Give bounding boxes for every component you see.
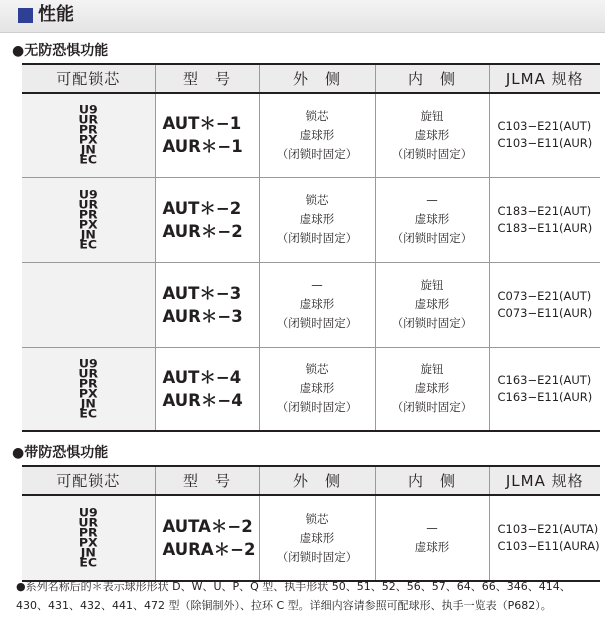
model-number: AUR＊−4 [162,390,243,410]
outer-side-line: — [311,278,323,292]
inner-side-line: 旋钮 [420,362,444,377]
table-header-row [22,64,600,93]
outer-side-line: （闭锁时固定） [276,400,358,415]
outer-side-line: 锁芯 [305,511,329,526]
inner-side-line: （闭锁时固定） [391,400,473,415]
lock-code: PR [78,525,98,540]
inner-side-line: 旋钮 [420,108,444,123]
compatible-lock-cell [22,93,155,177]
inner-side-line: 虚球形 [414,381,450,396]
inner-side-cell [375,347,489,431]
lock-code: PR [78,123,98,137]
header-square-icon [18,8,33,23]
outer-side-line: （闭锁时固定） [276,549,358,564]
inner-side-cell [375,495,489,581]
table-row [22,347,600,431]
jlma-spec-cell [489,177,600,262]
lock-code: JN [80,545,96,560]
jlma-spec-cell [489,347,600,431]
inner-side-line: 虚球形 [414,212,450,226]
lock-code: JN [80,396,96,411]
header-jlma-spec: JLMA 规格 [489,466,600,495]
outer-side-line: （闭锁时固定） [276,146,358,161]
jlma-spec-code: C183−E21(AUT) [497,203,592,218]
header-compatible-lock: 可配锁芯 [22,64,155,93]
spec-table-panic [22,465,600,582]
model-cell [155,93,259,177]
header-outer-side: 外 侧 [259,466,375,495]
outer-side-cell [259,93,375,177]
lock-code: JN [80,227,96,241]
lock-code: EC [79,237,98,251]
table-row [22,177,600,262]
header-compatible-lock: 可配锁芯 [22,466,155,495]
model-cell [155,262,259,347]
model-cell [155,177,259,262]
jlma-spec-cell [489,262,600,347]
table-row [22,93,600,177]
jlma-spec-code: C073−E11(AUR) [497,305,593,320]
lock-code: PX [78,133,98,147]
lock-code: EC [79,153,98,167]
model-number: AUT＊−3 [162,283,242,303]
lock-code: PX [78,217,98,231]
outer-side-line: 虚球形 [299,297,335,311]
page-title: 性能 [38,4,74,25]
outer-side-line: 虚球形 [299,212,335,226]
compatible-lock-cell [22,177,155,262]
lock-code: EC [79,555,98,570]
model-cell [155,347,259,431]
lock-code: UR [78,515,99,530]
header-jlma-spec: JLMA 规格 [489,64,600,93]
model-number: AURA＊−2 [162,540,256,559]
header-inner-side: 内 侧 [375,64,489,93]
compatible-lock-cell [22,347,155,431]
inner-side-line: — [426,521,438,535]
lock-code: UR [78,197,99,211]
outer-side-cell [259,347,375,431]
jlma-spec-code: C163−E21(AUT) [497,372,592,387]
header-inner-side: 内 侧 [375,466,489,495]
outer-side-line: 虚球形 [299,127,335,142]
spec-table-no-panic [22,63,600,432]
outer-side-cell [259,495,375,581]
model-number: AUT＊−1 [162,114,242,134]
inner-side-cell [375,262,489,347]
compatible-lock-cell [22,262,155,347]
jlma-spec-code: C103−E21(AUT) [497,119,592,134]
model-number: AUR＊−2 [162,221,243,241]
table-row [22,495,600,581]
section-title-panic: ●带防恐惧功能 [12,445,109,461]
header-outer-side: 外 侧 [259,64,375,93]
outer-side-line: 锁芯 [305,108,329,123]
section-title-no-panic: ●无防恐惧功能 [12,43,109,59]
inner-side-line: 虚球形 [414,540,450,554]
lock-code: EC [79,406,98,421]
header-model: 型 号 [155,466,259,495]
footnote: ●系列名称后的＊表示球形形状 D、W、U、P、Q 型、执手形状 50、51、52、56、57、64、66、346、414、430、431、432、441、472 型（除铜制外）、拉环 C 型。详细内容请参照可配球形、执手一览表（P682）。 [16,580,571,612]
outer-side-line: （闭锁时固定） [276,316,358,330]
outer-side-cell [259,177,375,262]
inner-side-line: — [426,193,438,207]
inner-side-line: 旋钮 [420,278,444,292]
lock-code: UR [78,366,99,381]
lock-code: PX [78,386,98,401]
outer-side-line: 虚球形 [299,381,335,396]
lock-code: PR [78,207,98,221]
jlma-spec-cell [489,93,600,177]
inner-side-line: 虚球形 [414,127,450,142]
outer-side-line: 虚球形 [299,530,335,545]
jlma-spec-cell [489,495,600,581]
lock-code: U9 [78,356,98,371]
jlma-spec-code: C163−E11(AUR) [497,389,593,404]
model-number: AUT＊−2 [162,198,242,218]
header-bar [0,0,605,33]
lock-code: JN [80,143,96,157]
inner-side-line: （闭锁时固定） [391,146,473,161]
outer-side-cell [259,262,375,347]
lock-code: U9 [78,103,98,117]
compatible-lock-cell [22,495,155,581]
inner-side-line: 虚球形 [414,297,450,311]
outer-side-line: （闭锁时固定） [276,231,358,245]
lock-code: PR [78,376,98,391]
outer-side-line: 锁芯 [305,193,329,207]
lock-code: PX [78,535,98,550]
inner-side-line: （闭锁时固定） [391,231,473,245]
jlma-spec-code: C103−E21(AUTA) [497,522,599,536]
jlma-spec-code: C103−E11(AURA) [497,539,600,553]
lock-code: U9 [78,187,98,201]
jlma-spec-code: C183−E11(AUR) [497,220,593,235]
model-number: AUR＊−1 [162,137,243,157]
model-number: AUT＊−4 [162,367,242,387]
table-header-row [22,466,600,495]
inner-side-line: （闭锁时固定） [391,316,473,330]
model-number: AUTA＊−2 [162,517,253,536]
jlma-spec-code: C073−E21(AUT) [497,288,592,303]
jlma-spec-code: C103−E11(AUR) [497,136,593,151]
inner-side-cell [375,93,489,177]
lock-code: UR [78,113,99,127]
lock-code: U9 [78,505,98,520]
inner-side-cell [375,177,489,262]
header-model: 型 号 [155,64,259,93]
model-number: AUR＊−3 [162,306,243,326]
model-cell [155,495,259,581]
outer-side-line: 锁芯 [305,362,329,377]
table-row [22,262,600,347]
